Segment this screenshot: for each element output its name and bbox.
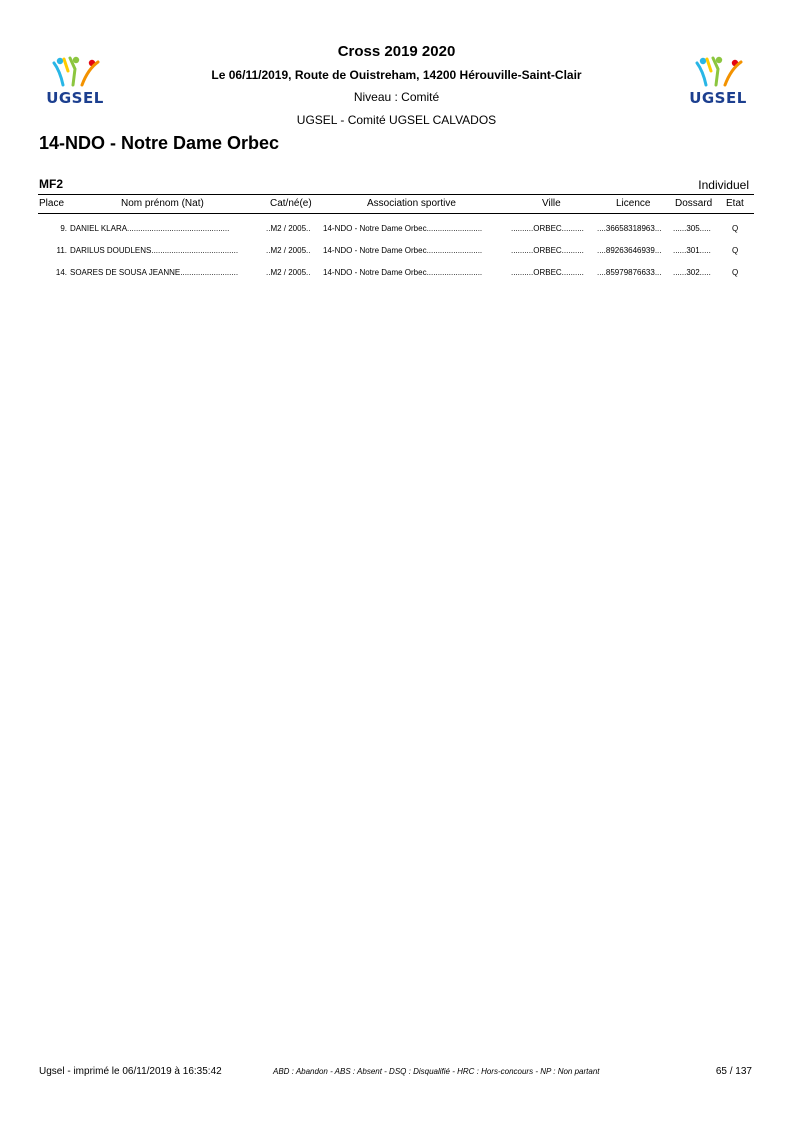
row-licence: ....89263646939... [597, 246, 662, 255]
row-bib: ......301..... [673, 246, 711, 255]
ugsel-logo-right [683, 55, 753, 115]
table-top-rule [38, 194, 754, 195]
row-city: ..........ORBEC.......... [511, 246, 584, 255]
row-bib: ......302..... [673, 268, 711, 277]
col-header-place: Place [39, 198, 65, 209]
col-header-cat: Cat/né(e) [270, 198, 312, 209]
col-header-name: Nom prénom (Nat) [121, 198, 204, 209]
event-organizer: UGSEL - Comité UGSEL CALVADOS [296, 113, 497, 127]
col-header-status: Etat [726, 198, 744, 209]
row-licence: ....36658318963... [597, 224, 662, 233]
row-assoc: 14-NDO - Notre Dame Orbec......................... [323, 246, 483, 255]
event-level: Niveau : Comité [353, 90, 440, 104]
ugsel-logo-text: UGSEL [689, 89, 747, 107]
row-name: SOARES DE SOUSA JEANNE.......................... [70, 268, 239, 277]
row-assoc: 14-NDO - Notre Dame Orbec......................... [323, 224, 483, 233]
row-licence: ....85979876633... [597, 268, 662, 277]
event-title: Cross 2019 2020 [337, 43, 456, 60]
row-name: DARILUS DOUDLENS....................................... [70, 246, 239, 255]
ugsel-logo-left [40, 55, 110, 115]
ugsel-logo-text: UGSEL [46, 89, 104, 107]
row-bib: ......305..... [673, 224, 711, 233]
row-cat: ..M2 / 2005.. [266, 268, 311, 277]
row-place: 11. [56, 246, 67, 255]
event-date-location: Le 06/11/2019, Route de Ouistreham, 14200 Hérouville-Saint-Clair [211, 68, 582, 82]
club-title: 14-NDO - Notre Dame Orbec [39, 133, 280, 153]
footer-page-number: 65 / 137 [715, 1066, 752, 1077]
row-cat: ..M2 / 2005.. [266, 246, 311, 255]
footer-legend: ABD : Abandon - ABS : Absent - DSQ : Disqualifié - HRC : Hors-concours - NP : Non partant [273, 1067, 600, 1076]
row-status: Q [732, 246, 739, 255]
row-cat: ..M2 / 2005.. [266, 224, 311, 233]
col-header-bib: Dossard [675, 198, 713, 209]
footer-printed-date: Ugsel - imprimé le 06/11/2019 à 16:35:42 [39, 1066, 222, 1077]
col-header-assoc: Association sportive [367, 198, 456, 209]
category-label: MF2 [39, 177, 63, 191]
row-city: ..........ORBEC.......... [511, 268, 584, 277]
col-header-city: Ville [542, 198, 561, 209]
row-city: ..........ORBEC.......... [511, 224, 584, 233]
row-status: Q [732, 268, 739, 277]
row-place: 9. [60, 224, 67, 233]
row-name: DANIEL KLARA.............................................. [70, 224, 230, 233]
table-header-rule [38, 213, 754, 214]
col-header-licence: Licence [616, 198, 651, 209]
row-assoc: 14-NDO - Notre Dame Orbec......................... [323, 268, 483, 277]
ranking-type: Individuel [698, 178, 749, 192]
row-status: Q [732, 224, 739, 233]
row-place: 14. [55, 268, 67, 277]
